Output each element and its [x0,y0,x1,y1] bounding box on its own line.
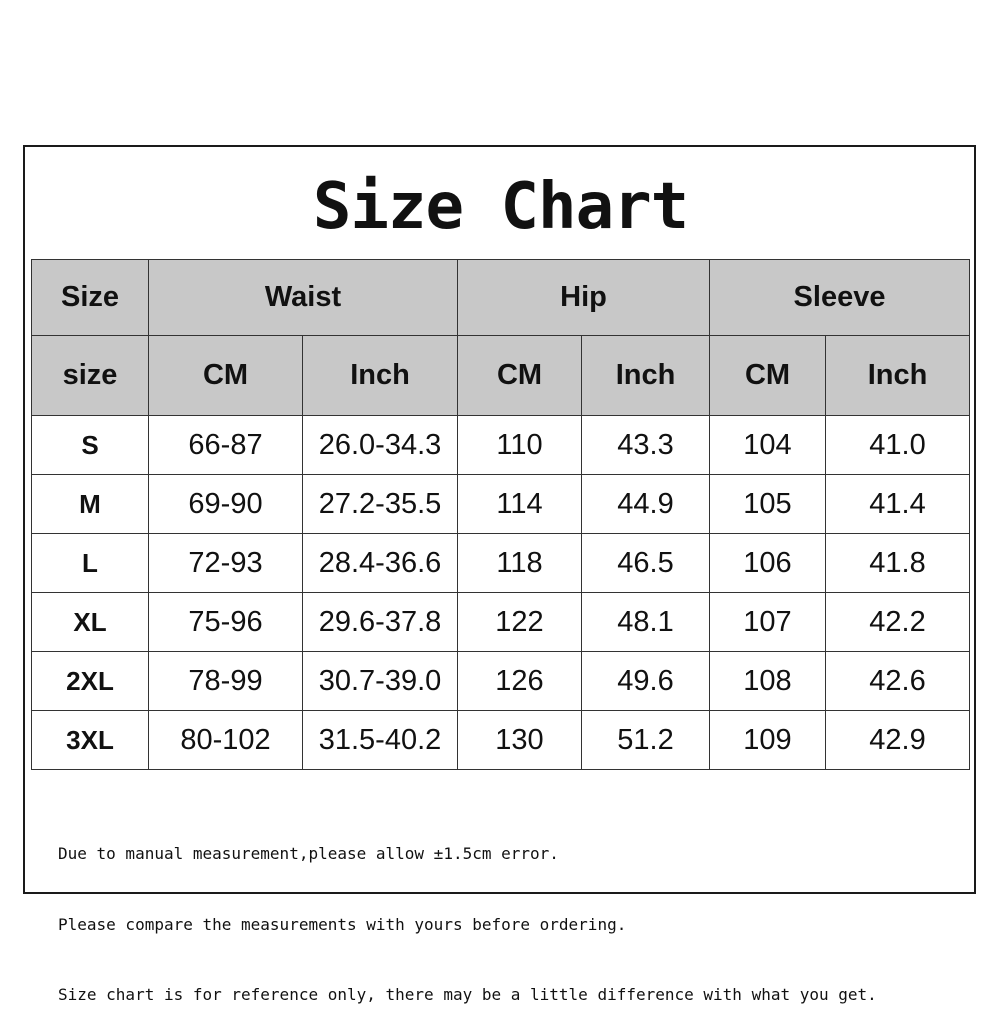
waist-inch-cell: 27.2-35.5 [303,475,458,534]
subheader-waist-inch: Inch [303,336,458,416]
measurement-notes [58,795,877,1030]
subheader-waist-cm: CM [149,336,303,416]
sleeve-cm-cell: 107 [710,593,826,652]
table-row [32,475,970,534]
subheader-sleeve-inch: Inch [826,336,970,416]
size-cell: M [32,475,149,534]
table-row [32,652,970,711]
hip-cm-cell: 118 [458,534,582,593]
waist-inch-cell: 26.0-34.3 [303,416,458,475]
header-size: Size [32,260,149,336]
waist-cm-cell: 78-99 [149,652,303,711]
table-row [32,711,970,770]
hip-cm-cell: 122 [458,593,582,652]
hip-inch-cell: 49.6 [582,652,710,711]
size-cell: 3XL [32,711,149,770]
header-sleeve: Sleeve [710,260,970,336]
header-hip: Hip [458,260,710,336]
sleeve-inch-cell: 42.9 [826,711,970,770]
hip-inch-cell: 43.3 [582,416,710,475]
waist-cm-cell: 66-87 [149,416,303,475]
sleeve-cm-cell: 109 [710,711,826,770]
table-row [32,593,970,652]
sleeve-cm-cell: 104 [710,416,826,475]
header-row-groups [32,260,970,336]
page-title: Size Chart [312,170,689,244]
sleeve-inch-cell: 42.6 [826,652,970,711]
header-row-units [32,336,970,416]
table-row [32,416,970,475]
sleeve-cm-cell: 105 [710,475,826,534]
subheader-hip-inch: Inch [582,336,710,416]
hip-cm-cell: 130 [458,711,582,770]
sleeve-inch-cell: 41.8 [826,534,970,593]
waist-inch-cell: 30.7-39.0 [303,652,458,711]
sleeve-inch-cell: 42.2 [826,593,970,652]
hip-inch-cell: 48.1 [582,593,710,652]
size-cell: S [32,416,149,475]
note-line: Due to manual measurement,please allow ±1.5cm error. [58,844,559,863]
hip-cm-cell: 114 [458,475,582,534]
waist-cm-cell: 69-90 [149,475,303,534]
hip-inch-cell: 46.5 [582,534,710,593]
sleeve-inch-cell: 41.0 [826,416,970,475]
note-line: Please compare the measurements with yours before ordering. [58,914,627,934]
sleeve-cm-cell: 106 [710,534,826,593]
header-waist: Waist [149,260,458,336]
hip-cm-cell: 110 [458,416,582,475]
size-table [31,259,970,770]
hip-inch-cell: 44.9 [582,475,710,534]
subheader-hip-cm: CM [458,336,582,416]
hip-cm-cell: 126 [458,652,582,711]
sleeve-cm-cell: 108 [710,652,826,711]
size-cell: L [32,534,149,593]
hip-inch-cell: 51.2 [582,711,710,770]
waist-inch-cell: 28.4-36.6 [303,534,458,593]
subheader-sleeve-cm: CM [710,336,826,416]
note-line: Size chart is for reference only, there may be a little difference with what you get. [58,985,877,1004]
table-row [32,534,970,593]
sleeve-inch-cell: 41.4 [826,475,970,534]
waist-cm-cell: 72-93 [149,534,303,593]
size-cell: XL [32,593,149,652]
waist-cm-cell: 75-96 [149,593,303,652]
size-cell: 2XL [32,652,149,711]
subheader-size: size [32,336,149,416]
waist-inch-cell: 31.5-40.2 [303,711,458,770]
waist-inch-cell: 29.6-37.8 [303,593,458,652]
waist-cm-cell: 80-102 [149,711,303,770]
